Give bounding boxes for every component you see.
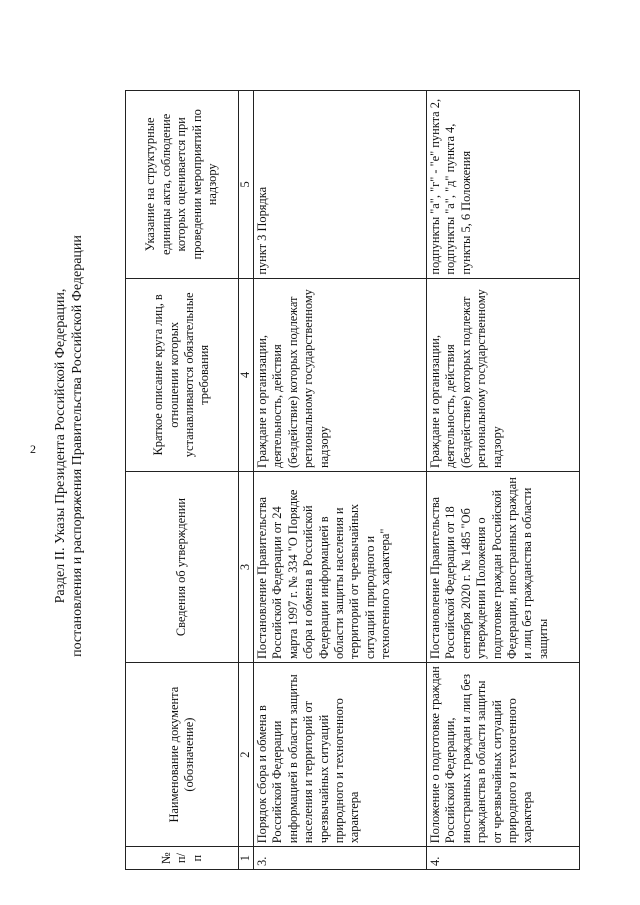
column-number: 5 [239, 91, 254, 279]
row-approval: Постановление Правительства Российской Федерации от 18 сентября 2020 г. № 1485 "Об утверждении Положения о подготовке граждан Российской Федерации, иностранных граждан и лиц без гражданства в области защиты [427, 472, 580, 663]
table-row [427, 91, 580, 870]
row-num: 4. [427, 847, 580, 870]
column-number: 3 [239, 472, 254, 663]
section-subtitle: постановления и распоряжения Правительства Российской Федерации [70, 235, 85, 657]
header-approval: Сведения об утверждении [126, 472, 239, 663]
header-name: Наименование документа (обозначение) [126, 663, 239, 847]
header-persons: Краткое описание круга лиц, в отношении которых устанавливаются обязательные требования [126, 278, 239, 471]
row-persons: Граждане и организации, деятельность, действия (бездействие) которых подлежат региональному государственному надзору [427, 278, 580, 471]
row-document-name: Порядок сбора и обмена в Российской Федерации информацией в области защиты населения и территорий от чрезвычайных ситуаций природного и техногенного характера [254, 663, 427, 847]
section-title: Раздел II. Указы Президента Российской Федерации, [53, 288, 68, 604]
column-number: 1 [239, 847, 254, 870]
row-document-name: Положение о подготовке граждан Российской Федерации, иностранных граждан и лиц без гражданства в области защиты от чрезвычайных ситуаций природного и техногенного характера [427, 663, 580, 847]
row-num: 3. [254, 847, 427, 870]
row-approval: Постановление Правительства Российской Федерации от 24 марта 1997 г. № 334 "О Порядке сбора и обмена в Российской Федерации информацией в области защиты населения и территорий от чрезвычайных ситуаций природного и техногенного характера" [254, 472, 427, 663]
column-number: 4 [239, 278, 254, 471]
row-units: подпункты "а", "г" - "е" пункта 2, подпункты "а", "д" пункта 4, пункты 5, 6 Положения [427, 91, 580, 279]
column-number-row [239, 91, 254, 870]
row-persons: Граждане и организации, деятельность, действия (бездействие) которых подлежат региональному государственному надзору [254, 278, 427, 471]
header-row [126, 91, 239, 870]
page-number: 2 [30, 442, 36, 456]
header-num: № п/п [126, 847, 239, 870]
header-units: Указание на структурные единицы акта, соблюдение которых оценивается при проведении мероприятий по надзору [126, 91, 239, 279]
requirements-table [125, 90, 580, 870]
rotated-page-content [50, 22, 610, 870]
row-units: пункт 3 Порядка [254, 91, 427, 279]
column-number: 2 [239, 663, 254, 847]
table-row [254, 91, 427, 870]
